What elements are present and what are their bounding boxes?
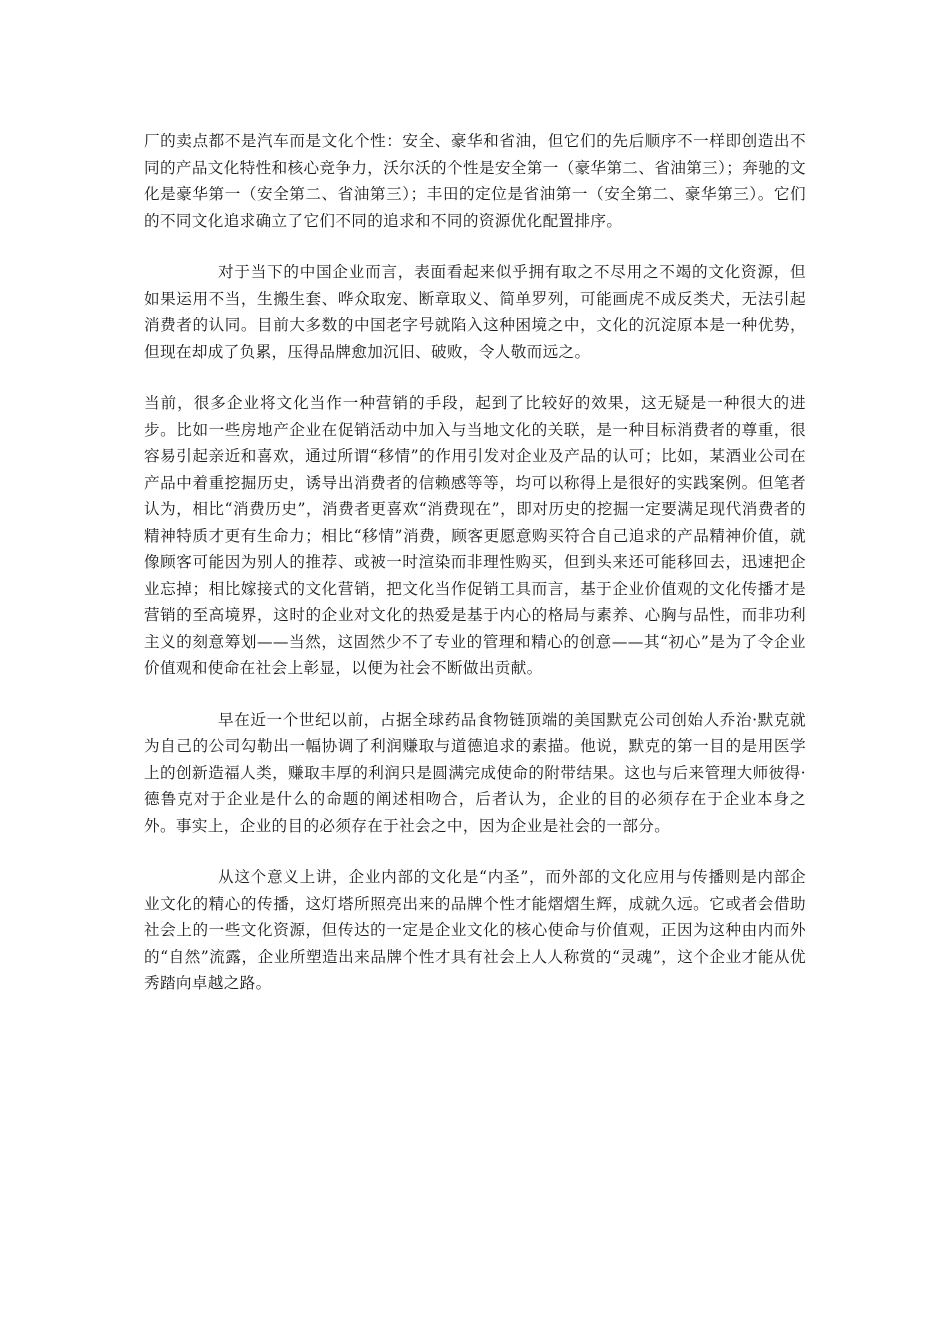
paragraph-volvo-benz-toyota: 厂的卖点都不是汽车而是文化个性：安全、豪华和省油，但它们的先后顺序不一样即创造出不同的产品文化特性和核心竞争力，沃尔沃的个性是安全第一（豪华第二、省油第三）；奔驰的文化是豪华第一（安全第二、省油第三）；丰田的定位是省油第一（安全第二、豪华第三）。它们的不同文化追求确立了它们不同的追求和不同的资源优化配置排序。 bbox=[144, 132, 806, 230]
paragraph-merck: 早在近一个世纪以前，占据全球药品食物链顶端的美国默克公司创始人乔治·默克就为自己的公司勾勒出一幅协调了利润赚取与道德追求的素描。他说，默克的第一目的是用医学上的创新造福人类，赚取丰厚的利润只是圆满完成使命的附带结果。这也与后来管理大师彼得·德鲁克对于企业是什么的命题的阐述相吻合，后者认为，企业的目的必须存在于企业本身之外。事实上，企业的目的必须存在于社会之中，因为企业是社会的一部分。 bbox=[144, 710, 806, 835]
paragraph-inner-culture: 从这个意义上讲，企业内部的文化是“内圣”，而外部的文化应用与传播则是内部企业文化的精心的传播，这灯塔所照亮出来的品牌个性才能熠熠生辉，成就久远。它或者会借助社会上的一些文化资源，但传达的一定是企业文化的核心使命与价值观，正因为这种由内而外的“自然”流露，企业所塑造出来品牌个性才具有社会上人人称赏的“灵魂”，这个企业才能从优秀踏向卓越之路。 bbox=[144, 868, 806, 992]
document-page bbox=[144, 128, 806, 1022]
paragraph-chinese-enterprises: 对于当下的中国企业而言，表面看起来似乎拥有取之不尽用之不竭的文化资源，但如果运用不当，生搬生套、哗众取宠、断章取义、简单罗列，可能画虎不成反类犬，无法引起消费者的认同。目前大多数的中国老字号就陷入这种困境之中，文化的沉淀原本是一种优势，但现在却成了负累，压得品牌愈加沉旧、破败，令人敬而远之。 bbox=[144, 263, 806, 361]
paragraph-cultural-marketing: 当前，很多企业将文化当作一种营销的手段，起到了比较好的效果，这无疑是一种很大的进步。比如一些房地产企业在促销活动中加入与当地文化的关联，是一种目标消费者的尊重，很容易引起亲近和喜欢，通过所谓“移情”的作用引发对企业及产品的认可；比如，某酒业公司在产品中着重挖掘历史，诱导出消费者的信赖感等等，均可以称得上是很好的实践案例。但笔者认为，相比“消费历史”，消费者更喜欢“消费现在”，即对历史的挖掘一定要满足现代消费者的精神特质才更有生命力；相比“移情”消费，顾客更愿意购买符合自己追求的产品精神价值，就像顾客可能因为别人的推荐、或被一时渲染而非理性购买，但到头来还可能移回去，迅速把企业忘掉；相比嫁接式的文化营销，把文化当作促销工具而言，基于企业价值观的文化传播才是营销的至高境界，这时的企业对文化的热爱是基于内心的格局与素养、心胸与品性，而非功利主义的刻意筹划——当然，这固然少不了专业的管理和精心的创意——其“初心”是为了令企业价值观和使命在社会上彰显，以便为社会不断做出贡献。 bbox=[144, 394, 806, 677]
